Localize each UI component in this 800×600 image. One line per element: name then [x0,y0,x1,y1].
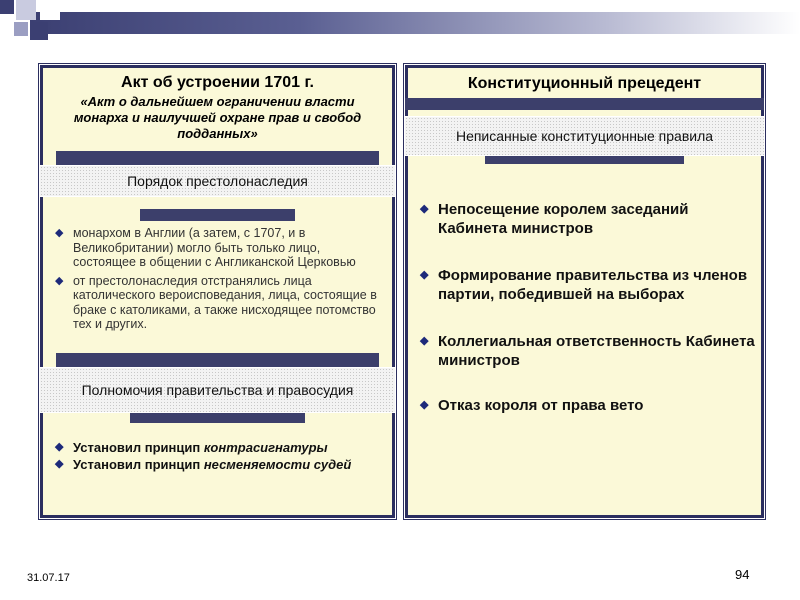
ribbon-band [405,98,764,110]
section-header-label-box [40,165,395,197]
bullet-icon: ◆ [420,335,429,347]
deco-square [40,0,60,20]
ribbon-band [56,353,379,367]
list-item [55,274,385,332]
list-item-emphasis: несменяемости судей [203,457,352,472]
succession-list [55,226,385,332]
left-title: Акт об устроении 1701 г. [121,74,314,91]
bullet-icon: ◆ [420,399,429,411]
list-item [420,200,755,238]
deco-square [14,22,28,36]
deco-square [30,22,48,40]
precedents-list [420,200,755,415]
bullet-icon: ◆ [420,269,429,281]
list-item-text: Формирование правительства из членов партии, победившей на выборах [438,267,748,303]
bullet-icon: ◆ [55,441,64,453]
list-item-text: Отказ короля от права вето [438,397,644,414]
left-subtitle: «Акт о дальнейшем ограничении власти монарха и наилучшей охране прав и свобод подданных» [73,94,362,141]
list-item [420,266,755,304]
list-item-text: от престолонаследия отстранялись лица католического вероисповедания, лица, состоящие в браке с католиками, а также нисходящее потомство тех и других. [73,273,377,331]
section-header-government [40,353,395,423]
ribbon-band [140,209,295,221]
list-item [55,226,385,270]
section-header-label-box [40,367,395,413]
left-panel [40,65,395,518]
list-item-prefix: Установил принцип [73,440,204,455]
right-panel [405,65,764,518]
title-gradient-bar [30,12,800,34]
slide-date: 31.07.17 [27,572,70,584]
slide-decoration [0,0,800,50]
bullet-icon: ◆ [55,274,64,287]
slide-page-number: 94 [735,567,750,582]
deco-square [16,0,36,20]
section-header-succession [40,151,395,221]
section-header-label: Порядок престолонаследия [127,172,308,189]
section-header-label: Неписанные конституционные правила [455,127,714,144]
list-item [55,457,385,472]
ribbon-band [56,151,379,165]
section-header-label: Полномочия правительства и правосудия [81,381,354,398]
section-header-unwritten-rules [405,98,764,164]
list-item-prefix: Установил принцип [73,457,204,472]
bullet-icon: ◆ [55,458,64,470]
list-item-text: Коллегиальная ответственность Кабинета министров [438,333,755,369]
right-title: Конституционный прецедент [467,75,702,92]
bullet-icon: ◆ [55,227,64,239]
section-header-label-box [405,116,764,156]
list-item [420,332,755,370]
government-list [55,440,385,472]
list-item [55,440,385,455]
list-item-text: монархом в Англии (а затем, с 1707, и в Великобритании) могло быть только лицо, состоящее в общении с Англиканской Церковью [73,226,356,269]
list-item-emphasis: контрасигнатуры [203,440,328,455]
list-item [420,396,755,415]
list-item-text: Непосещение королем заседаний Кабинета министров [438,201,689,237]
bullet-icon: ◆ [420,203,429,215]
deco-square [0,0,14,14]
